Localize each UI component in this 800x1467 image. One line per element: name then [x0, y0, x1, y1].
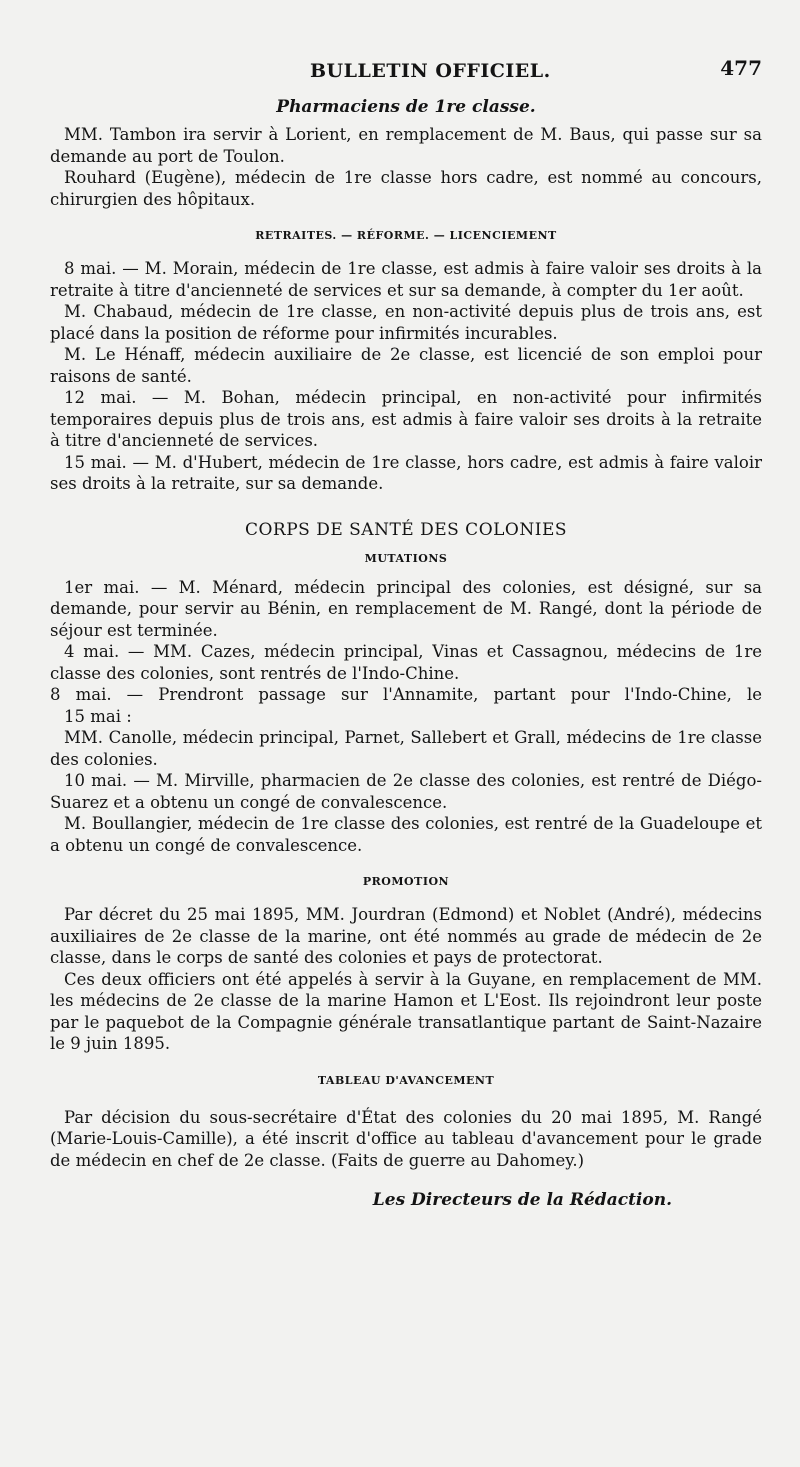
mutation-paragraph: MM. Canolle, médecin principal, Parnet, Sallebert et Grall, médecins de 1re classe des colonies. [50, 728, 762, 769]
page-header [50, 56, 762, 92]
bulletin-title: BULLETIN OFFICIEL. [310, 60, 551, 82]
promotion-paragraph: Ces deux officiers ont été appelés à servir à la Guyane, en remplacement de MM. les médecins de 2e classe de la marine Hamon et L'Eost. Ils rejoindront leur poste par le paquebot de la Compagnie générale transatlantique partant de Saint-Nazaire le 9 juin 1895. [50, 969, 762, 1053]
promotion-paragraph: Par décret du 25 mai 1895, MM. Jourdran (Edmond) et Noblet (André), médecins auxiliaires de 2e classe de la marine, ont été nommés au grade de médecin de 2e classe, dans le corps de santé des colonies et pays de protectorat. [50, 905, 762, 967]
tableau-heading: TABLEAU D'AVANCEMENT [317, 1073, 495, 1087]
mutation-paragraph: 1er mai. — M. Ménard, médecin principal des colonies, est désigné, sur sa demande, pour servir au Bénin, en remplacement de M. Rangé, dont la période de séjour est terminée. [50, 577, 762, 640]
mutation-paragraph: M. Boullangier, médecin de 1re classe des colonies, est rentré de la Guadeloupe et a obtenu un congé de convalescence. [50, 814, 762, 855]
promotion-heading: PROMOTION [362, 875, 450, 888]
pharmaciens-paragraph: MM. Tambon ira servir à Lorient, en remplacement de M. Baus, qui passe sur sa demande au port de Toulon. [50, 125, 762, 166]
mutation-date: 15 mai : [64, 706, 132, 726]
mutation-paragraph: 4 mai. — MM. Cazes, médecin principal, Vinas et Cassagnou, médecins de 1re classe des colonies, sont rentrés de l'Indo-Chine. [50, 642, 762, 683]
mutations-heading: MUTATIONS [364, 551, 448, 565]
retraites-paragraph: 12 mai. — M. Bohan, médecin principal, en non-activité pour infirmités temporaires depuis plus de trois ans, est admis à faire valoir ses droits à la retraite à titre d'ancienneté de services. [50, 388, 762, 450]
retraites-heading: RETRAITES. — RÉFORME. — LICENCIEMENT [255, 229, 557, 242]
mutation-paragraph: 8 mai. — Prendront passage sur l'Annamite, partant pour l'Indo-Chine, le [50, 685, 762, 704]
pharmaciens-heading: Pharmaciens de 1re classe. [276, 97, 536, 117]
signature: Les Directeurs de la Rédaction. [372, 1190, 672, 1210]
colonies-heading: CORPS DE SANTÉ DES COLONIES [244, 519, 568, 540]
text-column [50, 96, 762, 1211]
retraites-paragraph: 15 mai. — M. d'Hubert, médecin de 1re classe, hors cadre, est admis à faire valoir ses droits à la retraite, sur sa demande. [50, 452, 762, 493]
retraites-paragraph: M. Le Hénaff, médecin auxiliaire de 2e classe, est licencié de son emploi pour raisons de santé. [50, 345, 762, 386]
retraites-paragraph: 8 mai. — M. Morain, médecin de 1re classe, est admis à faire valoir ses droits à la retraite à titre d'ancienneté de services et sur sa demande, à compter du 1er août. [50, 259, 762, 300]
pharmaciens-paragraph: Rouhard (Eugène), médecin de 1re classe hors cadre, est nommé au concours, chirurgien des hôpitaux. [50, 168, 762, 209]
page-number: 477 [720, 56, 762, 80]
tableau-paragraph: Par décision du sous-secrétaire d'État des colonies du 20 mai 1895, M. Rangé (Marie-Louis-Camille), a été inscrit d'office au tableau d'avancement pour le grade de médecin en chef de 2e classe. (Faits de guerre au Dahomey.) [50, 1107, 762, 1170]
retraites-paragraph: M. Chabaud, médecin de 1re classe, en non-activité depuis plus de trois ans, est placé dans la position de réforme pour infirmités incurables. [50, 302, 762, 343]
mutation-paragraph: 10 mai. — M. Mirville, pharmacien de 2e classe des colonies, est rentré de Diégo-Suarez et a obtenu un congé de convalescence. [50, 771, 762, 812]
